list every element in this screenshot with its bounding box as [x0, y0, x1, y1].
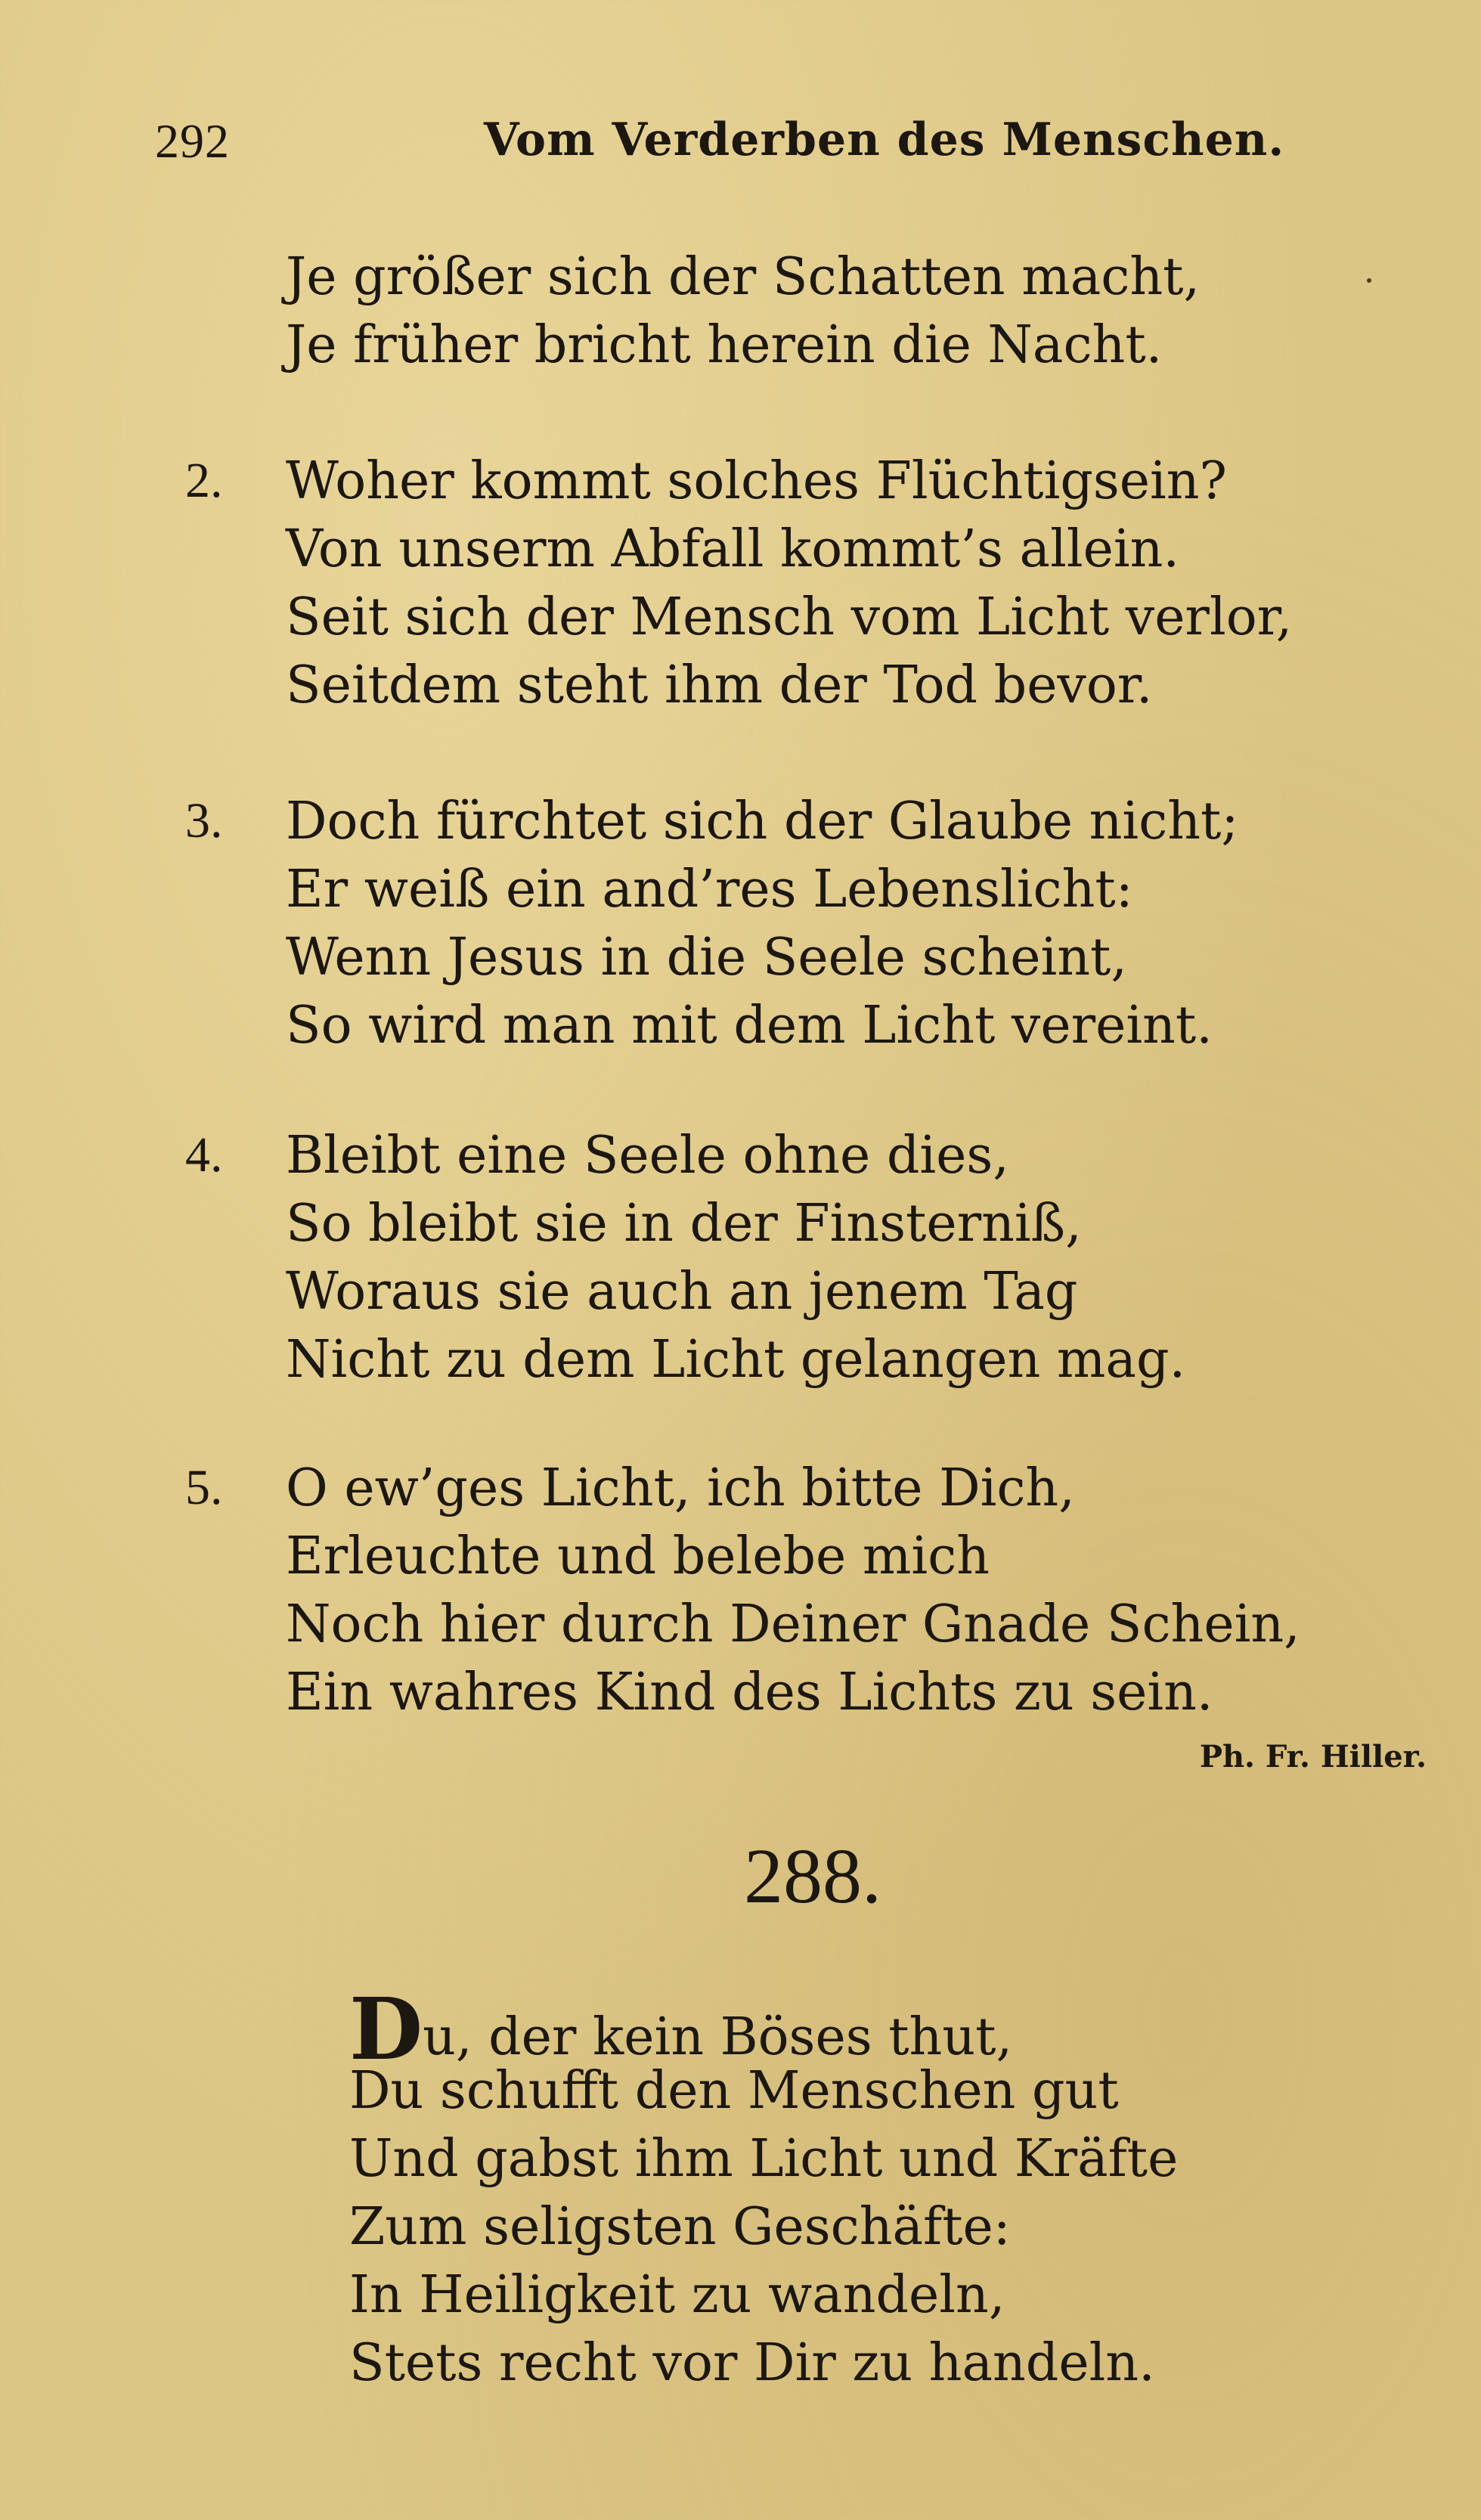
verse-line: Doch fürchtet sich der Glaube nicht;: [286, 792, 1239, 851]
verse-line: Woraus sie auch an jenem Tag: [286, 1262, 1078, 1322]
drop-cap: D: [349, 1980, 423, 2079]
verse-line: So wird man mit dem Licht vereint.: [286, 996, 1213, 1055]
verse-line: Seitdem steht ihm der Tod bevor.: [286, 656, 1153, 715]
first-line: [349, 1980, 1013, 2079]
verse-line: Erleuchte und belebe mich: [286, 1527, 990, 1586]
verse-line: Ein wahres Kind des Lichts zu sein.: [286, 1663, 1213, 1722]
verse-line: So bleibt sie in der Finsterniß,: [286, 1194, 1082, 1254]
verse-line: Je früher bricht herein die Nacht.: [286, 315, 1163, 375]
verse-line: Noch hier durch Deiner Gnade Schein,: [286, 1595, 1300, 1654]
verse-line: Von unserm Abfall kommt’s allein.: [286, 519, 1179, 579]
page-number: 292: [155, 114, 230, 168]
first-line-text: u, der kein Böses thut,: [423, 2007, 1013, 2067]
verse-line: Wenn Jesus in die Seele scheint,: [286, 928, 1127, 987]
hymn-author: Ph. Fr. Hiller.: [1199, 1739, 1427, 1775]
verse-number: 2.: [185, 453, 223, 508]
page-header: [155, 113, 1365, 197]
verse-line: Bleibt eine Seele ohne dies,: [286, 1126, 1009, 1186]
verse-line: Je größer sich der Schatten macht,: [286, 247, 1201, 307]
hymn-number: 288.: [744, 1833, 881, 1920]
verse-number: 4.: [185, 1127, 223, 1183]
verse-line: Seit sich der Mensch vom Licht verlor,: [286, 587, 1293, 647]
verse-line: Du schufft den Menschen gut: [349, 2061, 1119, 2121]
verse-number: 3.: [185, 793, 223, 848]
verse-line: Nicht zu dem Licht gelangen mag.: [286, 1330, 1186, 1390]
verse-line: Er weiß ein and’res Lebenslicht:: [286, 860, 1133, 919]
verse-line: Und gabst ihm Licht und Kräfte: [349, 2129, 1179, 2189]
verse-line: O ew’ges Licht, ich bitte Dich,: [286, 1458, 1075, 1518]
verse-line: Stets recht vor Dir zu handeln.: [349, 2333, 1155, 2393]
verse-number: 5.: [185, 1460, 223, 1515]
verse-line: Zum seligsten Geschäfte:: [349, 2197, 1011, 2257]
verse-line: In Heiligkeit zu wandeln,: [349, 2265, 1005, 2325]
verse-line: Woher kommt solches Flüchtigsein?: [286, 451, 1227, 511]
running-title: Vom Verderben des Menschen.: [484, 113, 1285, 166]
ink-speck: [1367, 278, 1371, 283]
